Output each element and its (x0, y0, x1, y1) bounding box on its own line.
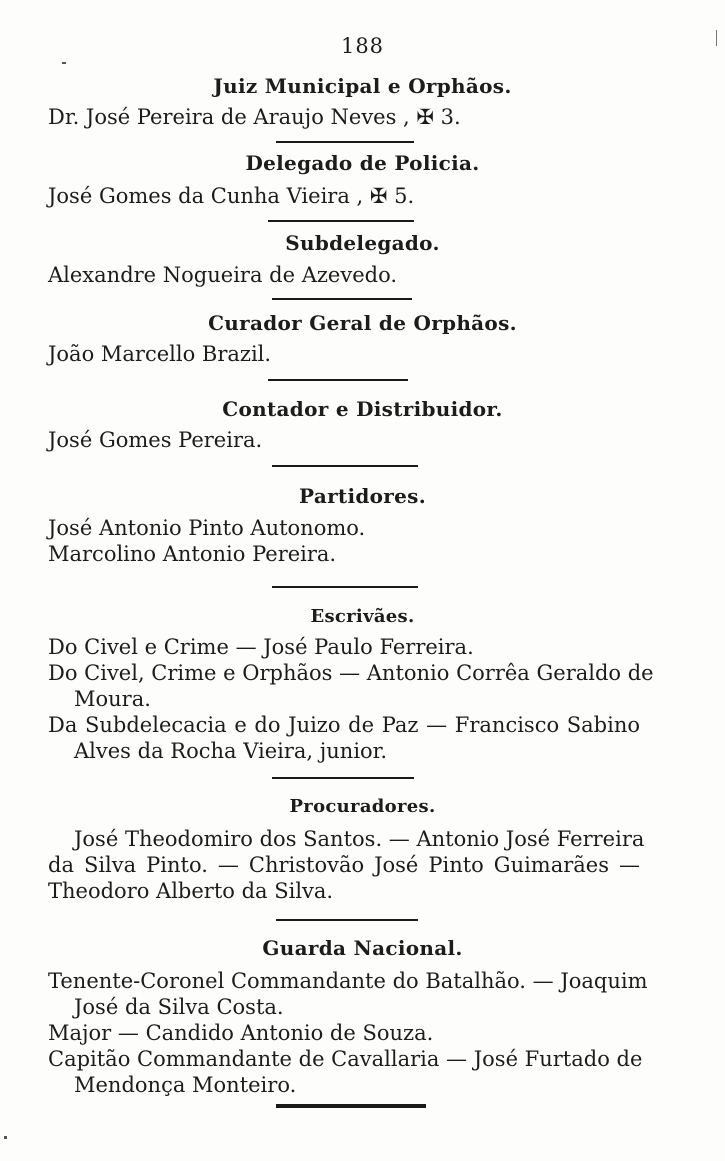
procurador-line-3: Theodoro Alberto da Silva. (48, 879, 334, 903)
entries-guarda-nacional (48, 968, 648, 1098)
entry-partidor-2: Marcolino Antonio Pereira. (48, 542, 337, 566)
entry-juiz-municipal: Dr. José Pereira de Araujo Neves , ✠ 3. (48, 105, 461, 129)
guarda-line-5: Mendonça Monteiro. (74, 1073, 297, 1097)
escrivao-line-3: Moura. (74, 687, 151, 711)
heading-subdelegado: Subdelegado. (285, 231, 440, 255)
separator-rule (268, 379, 408, 381)
guarda-line-4: Capitão Commandante de Cavallaria — José Furtado de (48, 1047, 643, 1071)
guarda-line-2: José da Silva Costa. (74, 995, 284, 1019)
entries-escrivaes (48, 634, 654, 764)
heading-delegado: Delegado de Policia. (245, 151, 480, 175)
heading-curador: Curador Geral de Orphãos. (208, 311, 517, 335)
heading-procuradores: Procuradores. (289, 796, 436, 817)
separator-rule (276, 919, 418, 921)
page-number: 188 (340, 34, 385, 58)
end-rule (276, 1104, 426, 1108)
procurador-line-2: da Silva Pinto. — Christovão José Pinto Guimarães — (48, 853, 640, 877)
separator-rule (276, 141, 414, 143)
heading-juiz-municipal: Juiz Municipal e Orphãos. (213, 74, 512, 98)
paper-speck (716, 30, 717, 46)
separator-rule (272, 298, 412, 300)
escrivao-line-5: Alves da Rocha Vieira, junior. (74, 739, 388, 763)
separator-rule (268, 220, 414, 222)
procurador-line-1: José Theodomiro dos Santos. — Antonio José Ferreira (74, 827, 645, 851)
entry-delegado: José Gomes da Cunha Vieira , ✠ 5. (48, 184, 415, 208)
paper-speck (62, 62, 66, 64)
paper-speck (4, 1136, 7, 1139)
separator-rule (272, 465, 418, 467)
entry-partidor-1: José Antonio Pinto Autonomo. (48, 516, 366, 540)
entries-procuradores (48, 826, 645, 904)
escrivao-line-4: Da Subdelecacia e do Juizo de Paz — Francisco Sabino (48, 713, 640, 737)
escrivao-line-2: Do Civel, Crime e Orphãos — Antonio Corrêa Geraldo de (48, 661, 654, 685)
guarda-line-1: Tenente-Coronel Commandante do Batalhão. — Joaquim (48, 969, 648, 993)
heading-contador: Contador e Distribuidor. (222, 397, 503, 421)
separator-rule (272, 777, 414, 779)
entry-contador: José Gomes Pereira. (48, 428, 263, 452)
escrivao-line-1: Do Civel e Crime — José Paulo Ferreira. (48, 635, 474, 659)
separator-rule (272, 586, 418, 588)
entry-subdelegado: Alexandre Nogueira de Azevedo. (48, 263, 398, 287)
heading-partidores: Partidores. (299, 484, 426, 508)
heading-escrivaes: Escrivães. (310, 606, 415, 627)
heading-guarda-nacional: Guarda Nacional. (262, 936, 463, 960)
entry-curador: João Marcello Brazil. (48, 342, 272, 366)
guarda-line-3: Major — Candido Antonio de Souza. (48, 1021, 434, 1045)
